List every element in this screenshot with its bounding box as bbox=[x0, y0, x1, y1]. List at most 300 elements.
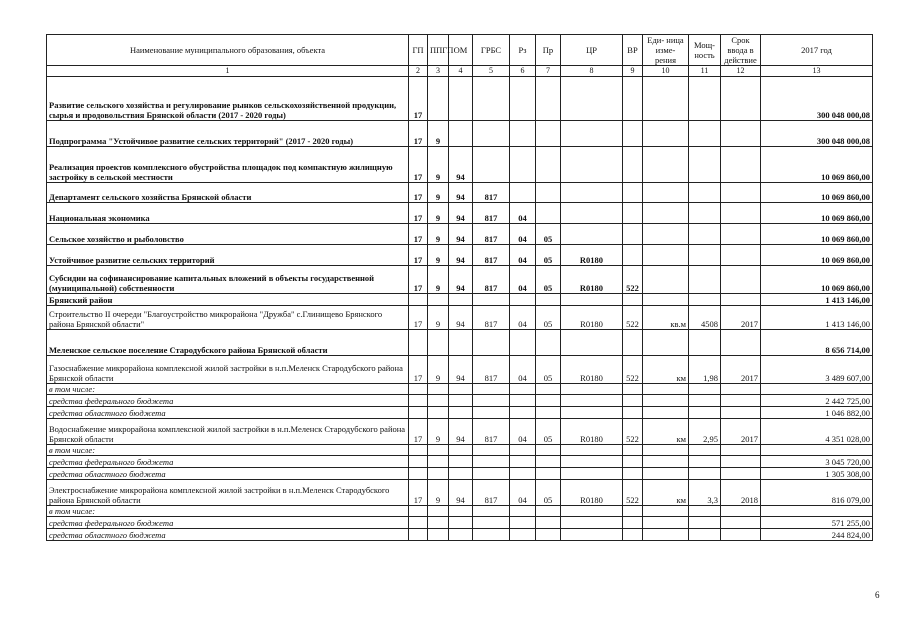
table-row bbox=[47, 306, 873, 330]
cell-name: Национальная экономика bbox=[47, 203, 409, 224]
cell-power bbox=[689, 456, 721, 468]
cell-om bbox=[449, 121, 473, 147]
cell-grbs bbox=[473, 529, 510, 541]
cell-term bbox=[721, 456, 761, 468]
header-pr: Пр bbox=[536, 35, 561, 66]
cell-grbs: 817 bbox=[473, 245, 510, 266]
cell-gp: 17 bbox=[409, 77, 428, 121]
cell-term: 2017 bbox=[721, 306, 761, 330]
cell-unit bbox=[643, 506, 689, 517]
cell-name: Развитие сельского хозяйства и регулирование рынков сельскохозяйственной продукции, сырья и продовольствия Брянской области (2017 - 2020 годы) bbox=[47, 77, 409, 121]
cell-name: средства федерального бюджета bbox=[47, 456, 409, 468]
cell-name: Водоснабжение микрорайона комплексной жилой застройки в н.п.Меленск Стародубского района Брянской области bbox=[47, 419, 409, 445]
cell-gp bbox=[409, 395, 428, 407]
cell-unit bbox=[643, 445, 689, 456]
cell-pr bbox=[536, 121, 561, 147]
cell-amount: 10 069 860,00 bbox=[761, 183, 873, 203]
cell-cs bbox=[561, 77, 623, 121]
table-row bbox=[47, 456, 873, 468]
cell-gp: 17 bbox=[409, 356, 428, 384]
cell-vr bbox=[623, 203, 643, 224]
cell-power bbox=[689, 294, 721, 306]
table-row bbox=[47, 294, 873, 306]
cell-grbs bbox=[473, 294, 510, 306]
cell-amount: 10 069 860,00 bbox=[761, 224, 873, 245]
cell-vr bbox=[623, 294, 643, 306]
cell-rz bbox=[510, 517, 536, 529]
cell-unit bbox=[643, 294, 689, 306]
table-row bbox=[47, 419, 873, 445]
table-row bbox=[47, 183, 873, 203]
cell-gp bbox=[409, 517, 428, 529]
cell-grbs: 817 bbox=[473, 356, 510, 384]
cell-unit bbox=[643, 517, 689, 529]
cell-vr bbox=[623, 407, 643, 419]
cell-name: средства федерального бюджета bbox=[47, 517, 409, 529]
cell-rz bbox=[510, 77, 536, 121]
column-number: 10 bbox=[643, 66, 689, 77]
cell-power bbox=[689, 395, 721, 407]
table-row bbox=[47, 245, 873, 266]
table-row bbox=[47, 480, 873, 506]
cell-grbs bbox=[473, 395, 510, 407]
cell-term bbox=[721, 445, 761, 456]
cell-name: Сельское хозяйство и рыболовство bbox=[47, 224, 409, 245]
table-row bbox=[47, 77, 873, 121]
cell-term: 2018 bbox=[721, 480, 761, 506]
cell-unit bbox=[643, 121, 689, 147]
cell-name: средства областного бюджета bbox=[47, 407, 409, 419]
cell-amount: 4 351 028,00 bbox=[761, 419, 873, 445]
cell-ppgp: 9 bbox=[428, 121, 449, 147]
cell-vr bbox=[623, 147, 643, 183]
cell-ppgp: 9 bbox=[428, 480, 449, 506]
cell-ppgp: 9 bbox=[428, 306, 449, 330]
cell-rz: 04 bbox=[510, 203, 536, 224]
cell-om bbox=[449, 456, 473, 468]
cell-rz: 04 bbox=[510, 266, 536, 294]
cell-cs bbox=[561, 183, 623, 203]
cell-amount: 300 048 000,08 bbox=[761, 121, 873, 147]
cell-om bbox=[449, 330, 473, 356]
header-unit: Еди- ница изме- рения bbox=[643, 35, 689, 66]
cell-pr bbox=[536, 445, 561, 456]
cell-power bbox=[689, 203, 721, 224]
cell-amount: 2 442 725,00 bbox=[761, 395, 873, 407]
cell-om: 94 bbox=[449, 480, 473, 506]
cell-om bbox=[449, 395, 473, 407]
cell-pr bbox=[536, 294, 561, 306]
cell-amount: 244 824,00 bbox=[761, 529, 873, 541]
cell-rz: 04 bbox=[510, 356, 536, 384]
header-power: Мощ- ность bbox=[689, 35, 721, 66]
cell-grbs bbox=[473, 517, 510, 529]
cell-power bbox=[689, 77, 721, 121]
cell-name: Строительство II очереди "Благоустройство микрорайона "Дружба" с.Глинищево Брянского района Брянской области" bbox=[47, 306, 409, 330]
cell-om: 94 bbox=[449, 356, 473, 384]
cell-ppgp bbox=[428, 407, 449, 419]
cell-pr bbox=[536, 407, 561, 419]
cell-amount: 300 048 000,08 bbox=[761, 77, 873, 121]
cell-ppgp bbox=[428, 445, 449, 456]
cell-vr bbox=[623, 506, 643, 517]
cell-unit bbox=[643, 224, 689, 245]
cell-power: 4508 bbox=[689, 306, 721, 330]
cell-term bbox=[721, 407, 761, 419]
cell-name: Субсидии на софинансирование капитальных вложений в объекты государственной (муниципальной) собственности bbox=[47, 266, 409, 294]
header-grbs: ГРБС bbox=[473, 35, 510, 66]
table-row bbox=[47, 517, 873, 529]
table-body bbox=[47, 77, 873, 541]
cell-pr bbox=[536, 147, 561, 183]
cell-om: 94 bbox=[449, 266, 473, 294]
cell-grbs: 817 bbox=[473, 224, 510, 245]
cell-vr: 522 bbox=[623, 480, 643, 506]
cell-vr: 522 bbox=[623, 306, 643, 330]
cell-gp: 17 bbox=[409, 245, 428, 266]
cell-om bbox=[449, 445, 473, 456]
cell-vr bbox=[623, 330, 643, 356]
cell-grbs: 817 bbox=[473, 419, 510, 445]
cell-pr: 05 bbox=[536, 480, 561, 506]
cell-term bbox=[721, 121, 761, 147]
cell-gp bbox=[409, 506, 428, 517]
cell-grbs: 817 bbox=[473, 306, 510, 330]
cell-pr: 05 bbox=[536, 266, 561, 294]
column-number: 1 bbox=[47, 66, 409, 77]
cell-name: средства областного бюджета bbox=[47, 468, 409, 480]
cell-term bbox=[721, 517, 761, 529]
table-row bbox=[47, 121, 873, 147]
cell-unit bbox=[643, 330, 689, 356]
cell-unit: км bbox=[643, 356, 689, 384]
cell-unit bbox=[643, 529, 689, 541]
cell-cs bbox=[561, 224, 623, 245]
cell-pr bbox=[536, 395, 561, 407]
cell-name: Брянский район bbox=[47, 294, 409, 306]
cell-power bbox=[689, 266, 721, 294]
table-row bbox=[47, 147, 873, 183]
cell-name: средства федерального бюджета bbox=[47, 395, 409, 407]
column-number: 6 bbox=[510, 66, 536, 77]
cell-term: 2017 bbox=[721, 419, 761, 445]
header-year: 2017 год bbox=[761, 35, 873, 66]
cell-om bbox=[449, 384, 473, 395]
table-row bbox=[47, 407, 873, 419]
cell-cs bbox=[561, 294, 623, 306]
table-row bbox=[47, 506, 873, 517]
cell-ppgp bbox=[428, 468, 449, 480]
cell-unit bbox=[643, 203, 689, 224]
cell-power bbox=[689, 517, 721, 529]
cell-rz: 04 bbox=[510, 245, 536, 266]
cell-unit bbox=[643, 183, 689, 203]
cell-term bbox=[721, 384, 761, 395]
column-number-row bbox=[47, 66, 873, 77]
cell-ppgp: 9 bbox=[428, 266, 449, 294]
cell-gp: 17 bbox=[409, 306, 428, 330]
cell-rz bbox=[510, 407, 536, 419]
header-rz: Рз bbox=[510, 35, 536, 66]
cell-vr bbox=[623, 183, 643, 203]
cell-grbs bbox=[473, 506, 510, 517]
cell-rz bbox=[510, 147, 536, 183]
cell-vr bbox=[623, 395, 643, 407]
cell-ppgp: 9 bbox=[428, 419, 449, 445]
cell-om bbox=[449, 77, 473, 121]
cell-amount: 10 069 860,00 bbox=[761, 245, 873, 266]
cell-unit: км bbox=[643, 480, 689, 506]
cell-power bbox=[689, 330, 721, 356]
cell-gp bbox=[409, 330, 428, 356]
table-row bbox=[47, 384, 873, 395]
cell-gp: 17 bbox=[409, 480, 428, 506]
cell-grbs bbox=[473, 468, 510, 480]
cell-ppgp: 9 bbox=[428, 224, 449, 245]
cell-cs bbox=[561, 121, 623, 147]
cell-vr bbox=[623, 456, 643, 468]
cell-ppgp bbox=[428, 506, 449, 517]
cell-power bbox=[689, 147, 721, 183]
cell-name: Меленское сельское поселение Стародубского района Брянской области bbox=[47, 330, 409, 356]
cell-grbs bbox=[473, 330, 510, 356]
cell-name: Подпрограмма "Устойчивое развитие сельских территорий" (2017 - 2020 годы) bbox=[47, 121, 409, 147]
cell-unit: км bbox=[643, 419, 689, 445]
cell-amount: 3 045 720,00 bbox=[761, 456, 873, 468]
cell-cs bbox=[561, 517, 623, 529]
table-row bbox=[47, 330, 873, 356]
cell-term bbox=[721, 506, 761, 517]
cell-grbs bbox=[473, 445, 510, 456]
cell-om: 94 bbox=[449, 419, 473, 445]
table-row bbox=[47, 529, 873, 541]
cell-pr bbox=[536, 468, 561, 480]
cell-ppgp bbox=[428, 456, 449, 468]
cell-gp bbox=[409, 294, 428, 306]
cell-grbs bbox=[473, 407, 510, 419]
cell-rz bbox=[510, 529, 536, 541]
cell-om: 94 bbox=[449, 147, 473, 183]
cell-amount: 1 413 146,00 bbox=[761, 306, 873, 330]
cell-cs bbox=[561, 468, 623, 480]
cell-om: 94 bbox=[449, 245, 473, 266]
cell-pr bbox=[536, 529, 561, 541]
header-vr: ВР bbox=[623, 35, 643, 66]
cell-unit bbox=[643, 384, 689, 395]
cell-name: средства областного бюджета bbox=[47, 529, 409, 541]
cell-om bbox=[449, 468, 473, 480]
cell-pr bbox=[536, 456, 561, 468]
cell-vr bbox=[623, 468, 643, 480]
cell-ppgp bbox=[428, 384, 449, 395]
budget-table bbox=[46, 34, 873, 541]
cell-amount: 10 069 860,00 bbox=[761, 147, 873, 183]
cell-amount bbox=[761, 384, 873, 395]
header-name: Наименование муниципального образования, объекта bbox=[47, 35, 409, 66]
cell-vr bbox=[623, 445, 643, 456]
cell-rz: 04 bbox=[510, 419, 536, 445]
cell-pr bbox=[536, 203, 561, 224]
cell-term bbox=[721, 330, 761, 356]
column-number: 2 bbox=[409, 66, 428, 77]
column-number: 7 bbox=[536, 66, 561, 77]
cell-om: 94 bbox=[449, 306, 473, 330]
cell-rz: 04 bbox=[510, 224, 536, 245]
cell-amount bbox=[761, 445, 873, 456]
cell-vr bbox=[623, 245, 643, 266]
cell-ppgp: 9 bbox=[428, 356, 449, 384]
column-number: 13 bbox=[761, 66, 873, 77]
page-number: 6 bbox=[875, 590, 880, 600]
table-row bbox=[47, 224, 873, 245]
table-row bbox=[47, 356, 873, 384]
cell-rz bbox=[510, 468, 536, 480]
cell-om: 94 bbox=[449, 203, 473, 224]
cell-vr bbox=[623, 384, 643, 395]
cell-om bbox=[449, 407, 473, 419]
cell-pr: 05 bbox=[536, 306, 561, 330]
cell-term bbox=[721, 224, 761, 245]
cell-om bbox=[449, 294, 473, 306]
cell-grbs bbox=[473, 456, 510, 468]
header-om: ОМ bbox=[449, 35, 473, 66]
cell-amount bbox=[761, 506, 873, 517]
column-number: 12 bbox=[721, 66, 761, 77]
cell-gp: 17 bbox=[409, 224, 428, 245]
cell-vr bbox=[623, 517, 643, 529]
cell-grbs: 817 bbox=[473, 203, 510, 224]
cell-power: 2,95 bbox=[689, 419, 721, 445]
cell-pr bbox=[536, 384, 561, 395]
cell-name: Департамент сельского хозяйства Брянской области bbox=[47, 183, 409, 203]
cell-power bbox=[689, 506, 721, 517]
table-row bbox=[47, 395, 873, 407]
cell-gp: 17 bbox=[409, 203, 428, 224]
cell-power bbox=[689, 529, 721, 541]
cell-grbs: 817 bbox=[473, 266, 510, 294]
cell-term bbox=[721, 203, 761, 224]
cell-term bbox=[721, 147, 761, 183]
cell-name: Устойчивое развитие сельских территорий bbox=[47, 245, 409, 266]
cell-cs bbox=[561, 384, 623, 395]
cell-cs bbox=[561, 506, 623, 517]
cell-term bbox=[721, 529, 761, 541]
column-number: 9 bbox=[623, 66, 643, 77]
cell-vr bbox=[623, 121, 643, 147]
cell-unit: кв.м bbox=[643, 306, 689, 330]
cell-rz bbox=[510, 506, 536, 517]
cell-pr bbox=[536, 77, 561, 121]
cell-term bbox=[721, 245, 761, 266]
cell-rz bbox=[510, 395, 536, 407]
table-row bbox=[47, 266, 873, 294]
cell-power bbox=[689, 407, 721, 419]
cell-rz bbox=[510, 294, 536, 306]
cell-cs: R0180 bbox=[561, 356, 623, 384]
cell-rz bbox=[510, 384, 536, 395]
cell-ppgp bbox=[428, 77, 449, 121]
cell-cs: R0180 bbox=[561, 419, 623, 445]
table-row bbox=[47, 445, 873, 456]
cell-gp: 17 bbox=[409, 419, 428, 445]
cell-amount: 10 069 860,00 bbox=[761, 203, 873, 224]
cell-cs bbox=[561, 445, 623, 456]
cell-gp bbox=[409, 456, 428, 468]
cell-cs bbox=[561, 529, 623, 541]
table-row bbox=[47, 468, 873, 480]
cell-term bbox=[721, 395, 761, 407]
header-term: Срок ввода в действие bbox=[721, 35, 761, 66]
cell-cs bbox=[561, 395, 623, 407]
cell-rz bbox=[510, 445, 536, 456]
cell-vr bbox=[623, 77, 643, 121]
cell-vr bbox=[623, 224, 643, 245]
cell-grbs: 817 bbox=[473, 480, 510, 506]
cell-name: Электроснабжение микрорайона комплексной жилой застройки в н.п.Меленск Стародубского района Брянской области bbox=[47, 480, 409, 506]
cell-rz bbox=[510, 456, 536, 468]
cell-amount: 1 046 882,00 bbox=[761, 407, 873, 419]
cell-rz bbox=[510, 183, 536, 203]
cell-name: Газоснабжение микрорайона комплексной жилой застройки в н.п.Меленск Стародубского района Брянской области bbox=[47, 356, 409, 384]
cell-cs bbox=[561, 203, 623, 224]
cell-unit bbox=[643, 266, 689, 294]
cell-unit bbox=[643, 245, 689, 266]
cell-amount: 571 255,00 bbox=[761, 517, 873, 529]
cell-amount: 3 489 607,00 bbox=[761, 356, 873, 384]
cell-grbs bbox=[473, 77, 510, 121]
cell-om: 94 bbox=[449, 224, 473, 245]
cell-amount: 1 413 146,00 bbox=[761, 294, 873, 306]
cell-ppgp: 9 bbox=[428, 203, 449, 224]
cell-pr bbox=[536, 506, 561, 517]
header-ppgp: ППГП bbox=[428, 35, 449, 66]
cell-gp bbox=[409, 445, 428, 456]
cell-ppgp bbox=[428, 395, 449, 407]
cell-grbs bbox=[473, 147, 510, 183]
cell-ppgp bbox=[428, 529, 449, 541]
cell-amount: 1 305 308,00 bbox=[761, 468, 873, 480]
column-number: 4 bbox=[449, 66, 473, 77]
cell-unit bbox=[643, 456, 689, 468]
column-number: 3 bbox=[428, 66, 449, 77]
header-cs: ЦР bbox=[561, 35, 623, 66]
cell-gp: 17 bbox=[409, 147, 428, 183]
cell-power bbox=[689, 183, 721, 203]
cell-pr bbox=[536, 517, 561, 529]
cell-cs bbox=[561, 456, 623, 468]
cell-amount: 10 069 860,00 bbox=[761, 266, 873, 294]
cell-vr bbox=[623, 529, 643, 541]
cell-gp bbox=[409, 529, 428, 541]
cell-grbs bbox=[473, 121, 510, 147]
cell-ppgp: 9 bbox=[428, 147, 449, 183]
cell-unit bbox=[643, 147, 689, 183]
header-row bbox=[47, 35, 873, 66]
cell-cs: R0180 bbox=[561, 266, 623, 294]
cell-power bbox=[689, 224, 721, 245]
cell-ppgp: 9 bbox=[428, 245, 449, 266]
cell-rz: 04 bbox=[510, 306, 536, 330]
cell-pr: 05 bbox=[536, 419, 561, 445]
cell-power bbox=[689, 384, 721, 395]
cell-ppgp bbox=[428, 517, 449, 529]
cell-rz: 04 bbox=[510, 480, 536, 506]
cell-pr: 05 bbox=[536, 224, 561, 245]
cell-name: Реализация проектов комплексного обустройства площадок под компактную жилищную застройку в сельской местности bbox=[47, 147, 409, 183]
column-number: 11 bbox=[689, 66, 721, 77]
cell-pr bbox=[536, 330, 561, 356]
cell-om: 94 bbox=[449, 183, 473, 203]
